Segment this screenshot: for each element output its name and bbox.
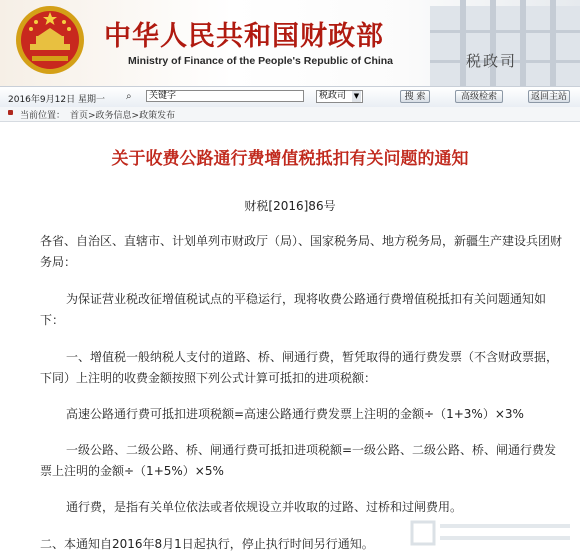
breadcrumb-label: 当前位置： bbox=[20, 111, 66, 121]
section-select[interactable] bbox=[316, 90, 363, 103]
article-paragraph: 为保证营业税改征增值税试点的平稳运行，现将收费公路通行费增值税抵扣有关问题通知如下： bbox=[40, 292, 547, 327]
breadcrumb bbox=[0, 107, 580, 122]
national-emblem-icon bbox=[14, 4, 86, 76]
article-paragraph: 二、本通知自2016年8月1日起执行，停止执行时间另行通知。 bbox=[40, 537, 374, 551]
toolbar bbox=[0, 86, 580, 108]
breadcrumb-path[interactable]: 首页>政务信息>政策发布 bbox=[70, 111, 176, 121]
article-paragraph: 各省、自治区、直辖市、计划单列市财政厅（局）、国家税务局、地方税务局，新疆生产建设兵团财务局： bbox=[40, 234, 563, 269]
watermark-logo-icon bbox=[410, 510, 580, 556]
chevron-down-icon: ▼ bbox=[353, 92, 360, 100]
article-paragraph: 高速公路通行费可抵扣进项税额=高速公路通行费发票上注明的金额÷（1+3%）×3% bbox=[66, 407, 524, 421]
site-title-english: Ministry of Finance of the People's Republic of China bbox=[128, 55, 394, 67]
search-button[interactable]: 搜 索 bbox=[400, 90, 430, 103]
current-date: 2016年9月12日 星期一 bbox=[8, 95, 105, 105]
section-select-value: 税政司 bbox=[319, 91, 347, 101]
article-paragraph: 一级公路、二级公路、桥、闸通行费可抵扣进项税额=一级公路、二级公路、桥、闸通行费发票上注明的金额÷（1+5%）×5% bbox=[40, 443, 557, 478]
article-paragraph: 一、增值税一般纳税人支付的道路、桥、闸通行费，暂凭取得的通行费发票（不含财政票据，下同）上注明的收费金额按照下列公式计算可抵扣的进项税额： bbox=[40, 350, 559, 385]
article-title: 关于收费公路通行费增值税抵扣有关问题的通知 bbox=[111, 149, 469, 169]
search-input[interactable]: 关键字 bbox=[146, 90, 304, 102]
site-title-chinese: 中华人民共和国财政部 bbox=[104, 21, 384, 52]
building-illustration-icon bbox=[390, 0, 580, 86]
search-icon: ⌕ bbox=[126, 91, 132, 102]
department-name: 税政司 bbox=[466, 52, 518, 70]
advanced-search-button[interactable]: 高级检索 bbox=[455, 90, 503, 103]
document-number: 财税[2016]86号 bbox=[244, 199, 336, 213]
article-paragraph: 通行费，是指有关单位依法或者依规设立并收取的过路、过桥和过闸费用。 bbox=[66, 500, 463, 514]
back-to-main-button[interactable]: 返回主站 bbox=[528, 90, 570, 103]
site-header bbox=[0, 0, 580, 86]
bullet-icon bbox=[8, 110, 13, 115]
